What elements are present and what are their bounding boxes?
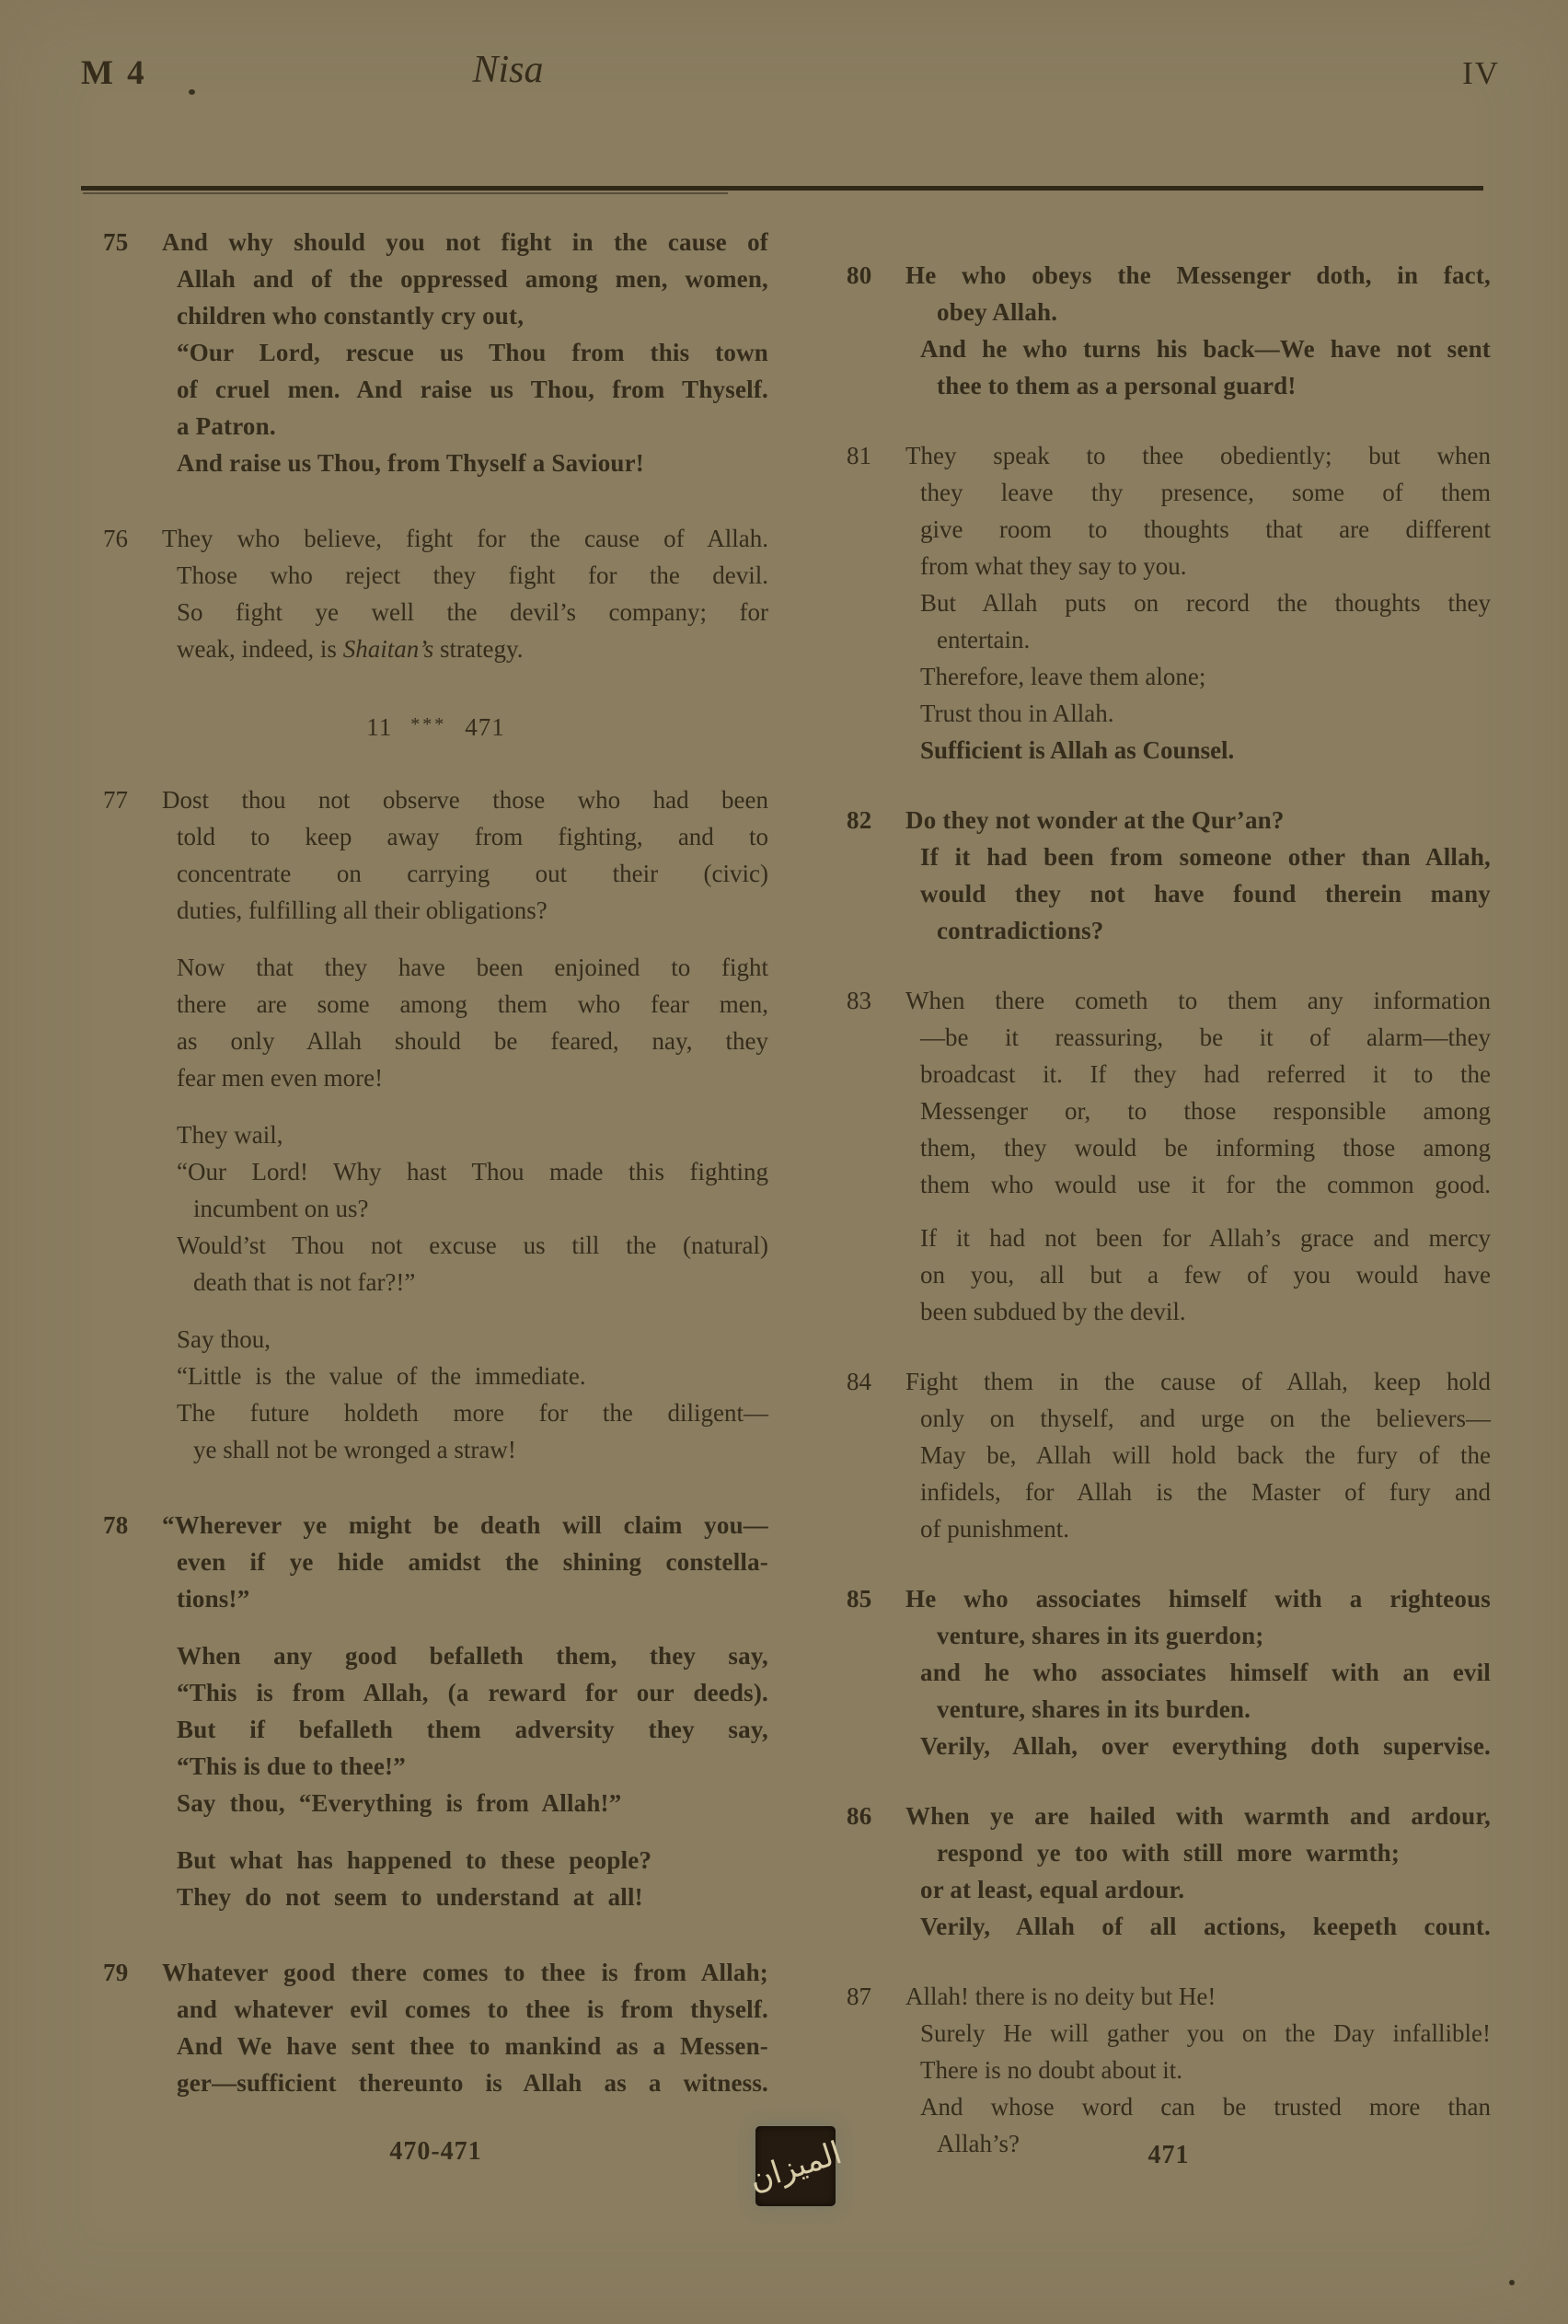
verse-line: obey Allah. [937, 298, 1058, 326]
verse-number: 86 [847, 1802, 872, 1830]
verse-number: 83 [847, 987, 871, 1014]
verse-79 [103, 1954, 768, 2101]
verse-line: Therefore, leave them alone; [920, 663, 1206, 690]
verse-paragraph [847, 1363, 1491, 1547]
verse-paragraph [103, 224, 768, 481]
verse-line: “This is due to thee!” [177, 1752, 406, 1780]
verse-line: only on thyself, and urge on the believers— [920, 1405, 1491, 1432]
verse-line: Surely He will gather you on the Day infallible! [920, 2019, 1491, 2047]
verse-line: But Allah puts on record the thoughts they [920, 589, 1491, 617]
verse-paragraph [847, 257, 1491, 404]
verse-line: concentrate on carrying out their (civic) [177, 860, 768, 887]
verse-paragraph [103, 949, 768, 1096]
verse-line: incumbent on us? [193, 1195, 369, 1222]
verse-line: of punishment. [920, 1515, 1069, 1543]
verse-83 [847, 982, 1491, 1330]
verse-76 [103, 520, 768, 667]
verse-line: “Our Lord, rescue us Thou from this town [177, 339, 768, 366]
verse-paragraph [103, 1116, 768, 1301]
verse-line: —be it reassuring, be it of alarm—they [920, 1023, 1491, 1051]
verse-line: 75 And why should you not fight in the cause of [103, 224, 768, 260]
verse-line: from what they say to you. [920, 552, 1187, 580]
ink-speck [1509, 2280, 1515, 2285]
verse-line: So fight ye well the devil’s company; for [177, 598, 768, 626]
verse-line: But if befalleth them adversity they say, [177, 1716, 768, 1743]
verse-line: Allah’s? [937, 2130, 1020, 2157]
verse-line: would they not have found therein many [920, 880, 1491, 908]
verse-line: 79 Whatever good there comes to thee is from Allah; [103, 1954, 768, 1991]
verse-line: They wail, [177, 1121, 283, 1149]
verse-line: 82 Do they not wonder at the Qur’an? [847, 802, 1491, 838]
footer-page-number: 471 [1147, 2141, 1190, 2169]
verse-line: venture, shares in its burden. [937, 1695, 1251, 1723]
verse-line: 81 They speak to thee obediently; but when [847, 437, 1491, 474]
verse-line: Those who reject they fight for the devil. [177, 561, 768, 589]
verse-line: 86 When ye are hailed with warmth and ardour, [847, 1798, 1491, 1834]
verse-line: tions!” [177, 1585, 250, 1613]
verse-line: Verily, Allah of all actions, keepeth count. [920, 1913, 1491, 1940]
verse-line: Sufficient is Allah as Counsel. [920, 736, 1235, 764]
left-text-column [103, 224, 768, 2101]
verse-line: When any good befalleth them, they say, [177, 1642, 768, 1670]
verse-paragraph [847, 982, 1491, 1203]
right-text-column [847, 224, 1491, 2162]
verse-line: And raise us Thou, from Thyself a Saviour! [177, 449, 644, 477]
verse-number: 84 [847, 1368, 871, 1395]
verse-number: 76 [103, 525, 128, 552]
verse-line: If it had not been for Allah’s grace and mercy [920, 1224, 1491, 1252]
verse-line: And whose word can be trusted more than [920, 2093, 1491, 2121]
verse-line: even if ye hide amidst the shining constella- [177, 1548, 768, 1576]
verse-line: But what has happened to these people? [177, 1846, 652, 1874]
verse-paragraph [103, 1637, 768, 1821]
verse-line: 78 “Wherever ye might be death will claim you— [103, 1507, 768, 1544]
verse-line: broadcast it. If they had referred it to the [920, 1060, 1491, 1088]
verse-82 [847, 802, 1491, 949]
verse-line: There is no doubt about it. [920, 2056, 1182, 2084]
verse-paragraph [847, 437, 1491, 769]
verse-paragraph [847, 1580, 1491, 1764]
verse-number: 80 [847, 261, 872, 289]
verse-number: 85 [847, 1585, 872, 1613]
verse-paragraph [847, 1220, 1491, 1330]
verse-line: contradictions? [937, 917, 1104, 944]
verse-paragraph [103, 1321, 768, 1468]
verse-line: Say thou, “Everything is from Allah!” [177, 1789, 622, 1817]
verse-number: 87 [847, 1983, 871, 2010]
verse-line: 84 Fight them in the cause of Allah, keep hold [847, 1363, 1491, 1400]
verse-84 [847, 1363, 1491, 1547]
verse-line: venture, shares in its guerdon; [937, 1622, 1264, 1649]
verse-line: 80 He who obeys the Messenger doth, in fact, [847, 257, 1491, 294]
verse-line: on you, all but a few of you would have [920, 1261, 1491, 1289]
verse-line: entertain. [937, 626, 1031, 653]
seal-calligraphy: الميزان [744, 2133, 847, 2199]
verse-line: respond ye too with still more warmth; [937, 1839, 1401, 1867]
verse-line: and he who associates himself with an evil [920, 1659, 1491, 1686]
verse-line: If it had been from someone other than Allah, [920, 843, 1491, 871]
verse-line: or at least, equal ardour. [920, 1876, 1185, 1903]
verse-87 [847, 1978, 1491, 2162]
verse-line: Trust thou in Allah. [920, 700, 1114, 727]
verse-line: 87 Allah! there is no deity but He! [847, 1978, 1491, 2015]
verse-line: thee to them as a personal guard! [937, 372, 1297, 399]
verse-line: give room to thoughts that are different [920, 515, 1491, 543]
verse-paragraph [103, 520, 768, 667]
verse-line: weak, indeed, is Shaitan’s strategy. [177, 635, 524, 663]
verse-paragraph [103, 1954, 768, 2101]
verse-line: Say thou, [177, 1325, 271, 1353]
verse-line: of cruel men. And raise us Thou, from Thyself. [177, 376, 768, 403]
verse-line: 76 They who believe, fight for the cause of Allah. [103, 520, 768, 557]
header-chapter-numeral: IV [1462, 55, 1500, 91]
verse-line: “Our Lord! Why hast Thou made this fighting [177, 1158, 768, 1185]
verse-line: infidels, for Allah is the Master of fury and [920, 1478, 1491, 1506]
verse-line: And he who turns his back—We have not sent [920, 335, 1491, 363]
section-divider: 11 *** 471 [366, 713, 505, 741]
verse-line: told to keep away from fighting, and to [177, 823, 768, 850]
verse-75 [103, 224, 768, 481]
verse-line: ger—sufficient thereunto is Allah as a witness. [177, 2069, 768, 2097]
verse-line: children who constantly cry out, [177, 302, 525, 330]
verse-number: 81 [847, 442, 871, 469]
verse-77 [103, 781, 768, 1468]
verse-line: And We have sent thee to mankind as a Messen- [177, 2032, 768, 2060]
running-title: Nisa [472, 49, 544, 91]
verse-line: Allah and of the oppressed among men, women, [177, 265, 768, 293]
verse-paragraph [103, 1507, 768, 1617]
verse-number: 79 [103, 1959, 129, 1986]
publisher-seal [744, 2126, 847, 2206]
verse-line: “This is from Allah, (a reward for our deeds). [177, 1679, 768, 1706]
verse-80 [847, 257, 1491, 404]
verse-86 [847, 1798, 1491, 1945]
verse-line: Now that they have been enjoined to fight [177, 954, 768, 981]
verse-81 [847, 437, 1491, 769]
verse-line: May be, Allah will hold back the fury of the [920, 1441, 1491, 1469]
verse-line: They do not seem to understand at all! [177, 1883, 643, 1911]
verse-line: 83 When there cometh to them any information [847, 982, 1491, 1019]
verse-line: Would’st Thou not excuse us till the (natural) [177, 1231, 768, 1259]
verse-paragraph [847, 1798, 1491, 1945]
ink-speck [189, 89, 195, 95]
verse-line: there are some among them who fear men, [177, 990, 768, 1018]
verse-line: 85 He who associates himself with a righteous [847, 1580, 1491, 1617]
verse-number: 82 [847, 806, 872, 834]
verse-line: them, they would be informing those among [920, 1134, 1491, 1162]
header-section-ref: M 4 [81, 54, 147, 92]
verse-paragraph [103, 1842, 768, 1915]
verse-line: as only Allah should be feared, nay, they [177, 1027, 768, 1055]
verse-line: “Little is the value of the immediate. [177, 1362, 586, 1390]
verse-paragraph [847, 1978, 1491, 2162]
verse-number: 75 [103, 228, 129, 256]
verse-line: death that is not far?!” [193, 1268, 416, 1296]
verse-number: 78 [103, 1511, 129, 1539]
verse-number: 77 [103, 786, 128, 814]
verse-line: them who would use it for the common good. [920, 1171, 1491, 1198]
verse-line: and whatever evil comes to thee is from thyself. [177, 1995, 768, 2023]
verse-line: been subdued by the devil. [920, 1298, 1186, 1325]
verse-paragraph [847, 802, 1491, 949]
verse-line: fear men even more! [177, 1064, 384, 1092]
verse-line: they leave thy presence, some of them [920, 479, 1491, 506]
verse-85 [847, 1580, 1491, 1764]
verse-line: Messenger or, to those responsible among [920, 1097, 1491, 1125]
footer-page-range: 470-471 [389, 2137, 482, 2166]
verse-line: The future holdeth more for the diligent— [177, 1399, 768, 1427]
verse-line: ye shall not be wronged a straw! [193, 1436, 516, 1463]
verse-line: a Patron. [177, 412, 276, 440]
verse-line: Verily, Allah, over everything doth supervise. [920, 1732, 1491, 1760]
verse-78 [103, 1507, 768, 1915]
verse-paragraph [103, 781, 768, 929]
header-rule [81, 186, 1483, 191]
verse-line: duties, fulfilling all their obligations? [177, 896, 548, 924]
verse-line: 77 Dost thou not observe those who had been [103, 781, 768, 818]
